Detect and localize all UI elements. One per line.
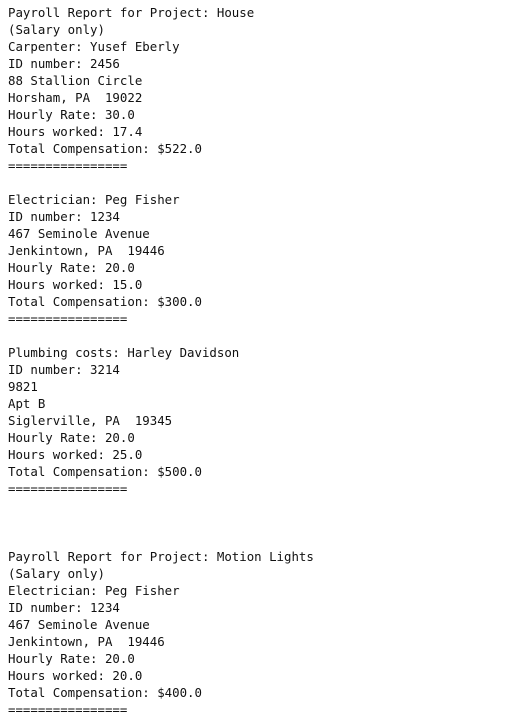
console-line: [8, 174, 504, 191]
console-line: Hourly Rate: 20.0: [8, 651, 135, 666]
console-line: 9821: [8, 379, 38, 394]
console-line: Electrician: Peg Fisher: [8, 583, 180, 598]
console-line: ================: [8, 158, 128, 173]
console-line: Siglerville, PA 19345: [8, 413, 173, 428]
console-line: Total Compensation: $300.0: [8, 294, 202, 309]
console-line: Plumbing costs: Harley Davidson: [8, 345, 240, 360]
console-line: Hourly Rate: 20.0: [8, 260, 135, 275]
console-line: Hourly Rate: 20.0: [8, 430, 135, 445]
console-line: [8, 327, 504, 344]
console-line: Electrician: Peg Fisher: [8, 192, 180, 207]
console-line: Hours worked: 20.0: [8, 668, 143, 683]
console-line: Jenkintown, PA 19446: [8, 243, 165, 258]
console-line: ID number: 1234: [8, 600, 120, 615]
console-line: Hours worked: 25.0: [8, 447, 143, 462]
console-line: Hours worked: 15.0: [8, 277, 143, 292]
console-output: [8, 4, 504, 718]
console-line: Payroll Report for Project: Motion Lights: [8, 549, 314, 564]
console-line: ================: [8, 311, 128, 326]
console-line: Hours worked: 17.4: [8, 124, 143, 139]
console-line: ================: [8, 481, 128, 496]
console-line: ID number: 2456: [8, 56, 120, 71]
console-line: ================: [8, 702, 128, 717]
console-line: [8, 514, 504, 531]
console-line: [8, 531, 504, 548]
console-line: ID number: 1234: [8, 209, 120, 224]
console-line: (Salary only): [8, 22, 105, 37]
console-line: Jenkintown, PA 19446: [8, 634, 165, 649]
console-line: Total Compensation: $500.0: [8, 464, 202, 479]
console-line: Apt B: [8, 396, 46, 411]
console-line: 88 Stallion Circle: [8, 73, 143, 88]
console-line: Total Compensation: $400.0: [8, 685, 202, 700]
console-line: (Salary only): [8, 566, 105, 581]
console-line: 467 Seminole Avenue: [8, 617, 150, 632]
console-line: Payroll Report for Project: House: [8, 5, 255, 20]
console-line: Carpenter: Yusef Eberly: [8, 39, 180, 54]
console-line: ID number: 3214: [8, 362, 120, 377]
console-line: 467 Seminole Avenue: [8, 226, 150, 241]
console-line: Horsham, PA 19022: [8, 90, 143, 105]
console-line: [8, 497, 504, 514]
console-line: Hourly Rate: 30.0: [8, 107, 135, 122]
console-line: Total Compensation: $522.0: [8, 141, 202, 156]
